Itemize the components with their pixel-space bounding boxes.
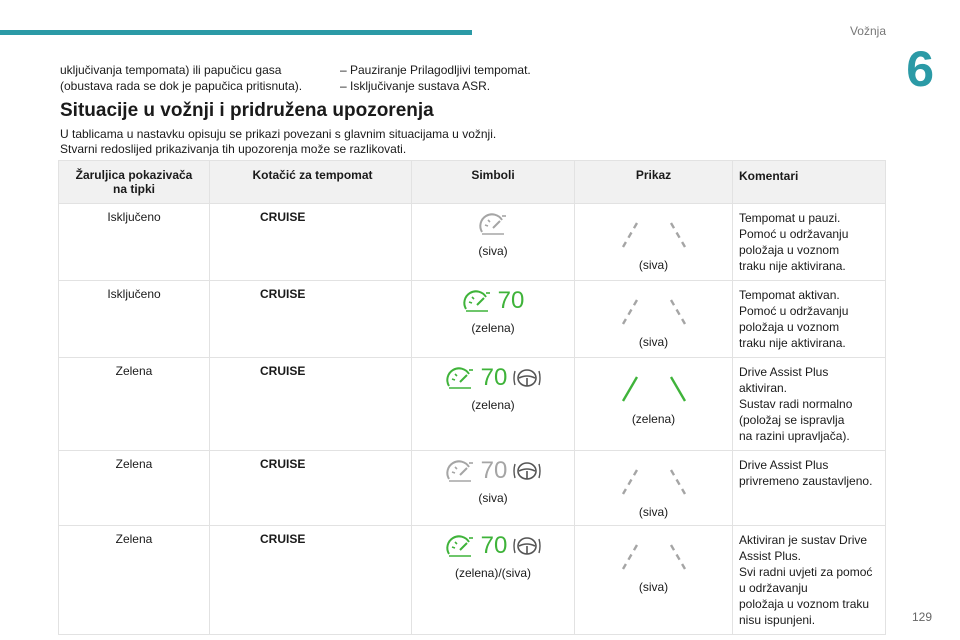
table-body [59,204,886,635]
table-row [59,526,886,635]
symbol-caption: (siva) [478,244,508,258]
speed-value: 70 [480,364,508,391]
comment-line: traku nije aktivirana. [739,336,846,350]
cell-symbols [412,281,575,358]
cell-comments [733,281,886,358]
comment-line: položaja u voznom traku nisu ispunjeni. [739,597,870,627]
cell-symbols [412,526,575,635]
speed-value: 70 [480,457,508,484]
cell-wheel: CRUISE [210,358,412,451]
cell-indicator: Isključeno [59,204,210,281]
comment-line: Tempomat aktivan. [739,288,840,302]
comment-line: Drive Assist Plus aktiviran. [739,365,829,395]
lane-marking-icon [619,541,689,573]
steering-wheel-icon [513,534,541,558]
table-header-row [59,161,886,204]
comment-line: Aktiviran je sustav Drive Assist Plus. [739,533,868,563]
header-display: Prikaz [575,161,733,204]
lane-marking-icon [619,466,689,498]
table-row [59,451,886,526]
header-text: na tipki [112,182,155,196]
cell-display [575,204,733,281]
cell-comments [733,451,886,526]
section-name: Vožnja [849,24,886,38]
display-caption: (zelena) [631,412,676,426]
cruise-control-icon [445,534,475,558]
cell-symbols [412,204,575,281]
comment-line: Tempomat u pauzi. [739,211,841,225]
display-graphic [581,465,726,499]
page-number: 129 [911,610,932,624]
top-accent-bar [0,30,472,35]
header-text: Žaruljica pokazivača [75,168,193,182]
text-line: – Pauziranje Prilagodljivi tempomat. [340,63,531,77]
display-graphic [581,540,726,574]
cell-wheel: CRUISE [210,204,412,281]
table-row [59,281,886,358]
symbol-caption: (zelena) [471,398,515,412]
symbol-caption: (zelena) [471,321,515,335]
cell-wheel: CRUISE [210,451,412,526]
symbol-group [418,532,568,560]
cell-wheel: CRUISE [210,281,412,358]
symbol-caption: (zelena)/(siva) [454,566,532,580]
lane-marking-icon [619,219,689,251]
steering-wheel-icon [513,366,541,390]
cell-display [575,451,733,526]
cell-comments [733,358,886,451]
cell-indicator: Zelena [59,358,210,451]
text-line: U tablicama u nastavku opisuju se prikazi povezani s glavnim situacijama u vožnji. [60,127,497,141]
speed-value: 70 [480,532,508,559]
cell-indicator: Zelena [59,451,210,526]
comment-line: na razini upravljača). [739,429,850,443]
header-comments: Komentari [733,161,886,204]
symbol-group [418,364,568,392]
symbol-caption: (siva) [478,491,508,505]
text-line: (obustava rada se dok je papučica pritisnuta). [60,79,303,93]
display-graphic [581,372,726,406]
text-line: – Isključivanje sustava ASR. [340,79,491,93]
lane-marking-icon [619,373,689,405]
cell-display [575,281,733,358]
cell-indicator: Zelena [59,526,210,635]
lane-marking-icon [619,296,689,328]
cell-symbols [412,358,575,451]
cruise-control-icon [445,459,475,483]
display-graphic [581,295,726,329]
steering-wheel-icon [513,459,541,483]
display-graphic [581,218,726,252]
chapter-number: 6 [906,41,934,97]
cell-wheel: CRUISE [210,526,412,635]
cruise-control-icon [462,289,492,313]
display-caption: (siva) [638,335,669,349]
symbol-group [418,457,568,485]
text-line: uključivanja tempomata) ili papučicu gasa [60,63,282,77]
comment-line: Sustav radi normalno (položaj se ispravlja [739,397,853,427]
display-caption: (siva) [638,580,669,594]
cell-symbols [412,451,575,526]
comment-line: Pomoć u održavanju položaja u voznom [739,227,849,257]
top-text-left [60,62,302,94]
display-caption: (siva) [638,505,669,519]
comment-line: traku nije aktivirana. [739,259,846,273]
comment-line: Drive Assist Plus privremeno zaustavljeno. [739,458,873,488]
header-wheel: Kotačić za tempomat [210,161,412,204]
table-row [59,204,886,281]
speed-value: 70 [497,287,525,314]
cruise-control-icon [445,366,475,390]
cell-display [575,526,733,635]
text-line: Stvarni redoslijed prikazivanja tih upozorenja može se razlikovati. [60,142,407,156]
situations-table [58,160,886,635]
comment-line: Svi radni uvjeti za pomoć u održavanju [739,565,873,595]
intro-text [60,127,496,157]
header-indicator [59,161,210,204]
symbol-group [418,210,568,238]
top-text-right [340,62,531,94]
comment-line: Pomoć u održavanju položaja u voznom [739,304,849,334]
header-symbols: Simboli [412,161,575,204]
cell-display [575,358,733,451]
table-row [59,358,886,451]
cell-comments [733,204,886,281]
cell-comments [733,526,886,635]
cell-indicator: Isključeno [59,281,210,358]
symbol-group [418,287,568,315]
section-heading: Situacije u vožnji i pridružena upozorenja [60,100,434,121]
display-caption: (siva) [638,258,669,272]
cruise-control-icon [478,212,508,236]
